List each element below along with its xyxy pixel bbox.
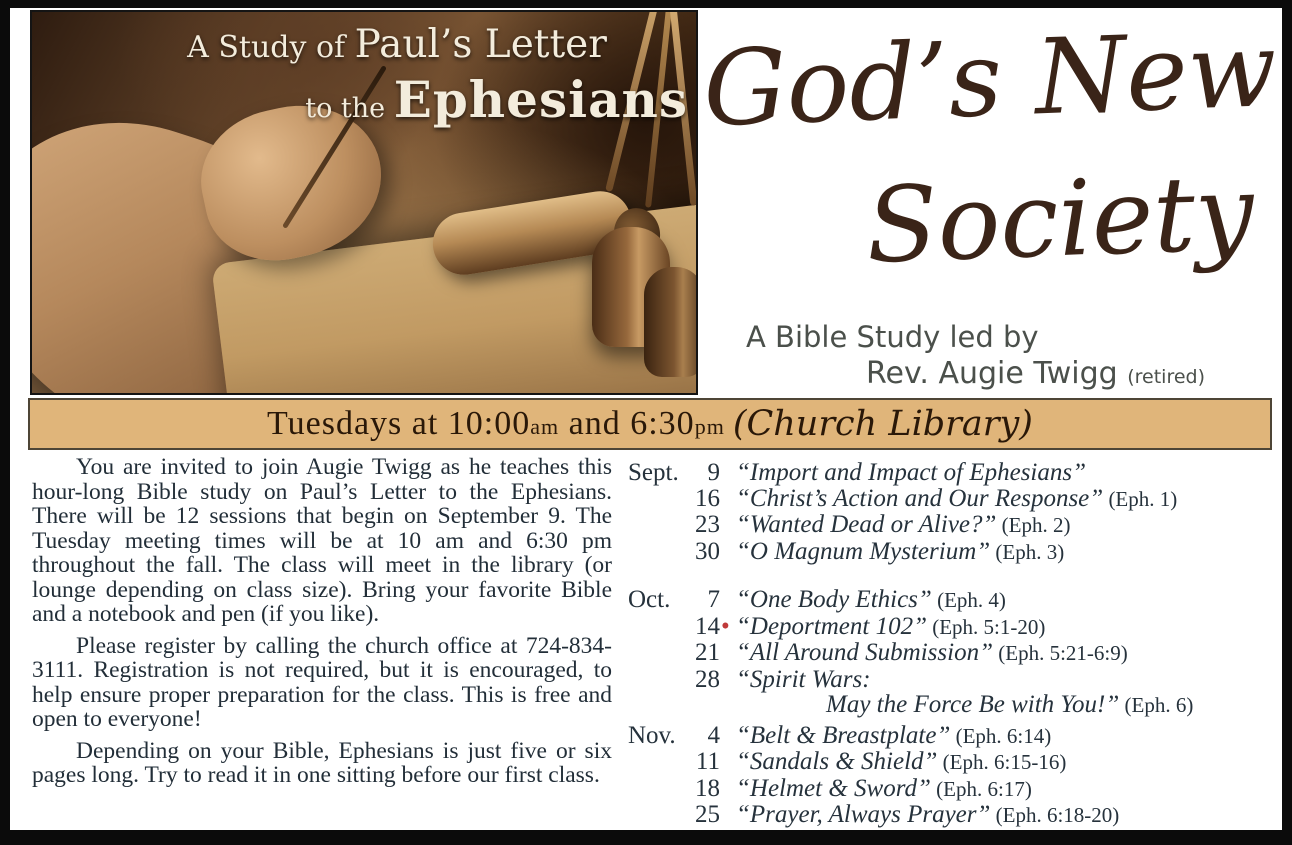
photo-ink-pot-small xyxy=(644,267,698,377)
schedule-row xyxy=(628,512,1282,539)
schedule-row xyxy=(628,614,1282,641)
scripture-reference: (Eph. 6:17) xyxy=(930,776,1032,801)
leader-retired-note: (retired) xyxy=(1127,366,1205,388)
scripture-reference: (Eph. 6:18-20) xyxy=(990,803,1120,827)
schedule-month: Nov. xyxy=(628,721,676,749)
schedule-row xyxy=(628,486,1282,513)
schedule-day: 9 xyxy=(707,459,720,486)
schedule-row xyxy=(628,460,1282,486)
scripture-reference: (Eph. 4) xyxy=(931,588,1006,612)
scripture-reference: (Eph. 6:15-16) xyxy=(937,750,1067,774)
schedule-month: Oct. xyxy=(628,586,671,613)
schedule-row xyxy=(628,539,1282,566)
banner-times: Tuesdays at 10:00am and 6:30pm xyxy=(267,405,725,442)
subtitle-led-by: A Bible Study led by xyxy=(746,320,1039,354)
session-title: “O Magnum Mysterium” (Eph. 3) xyxy=(736,537,1065,565)
schedule-day: 16 xyxy=(695,484,720,512)
schedule-group xyxy=(628,723,1282,829)
caption-to-the: to the xyxy=(305,93,394,124)
session-title: “Belt & Breastplate” (Eph. 6:14) xyxy=(736,721,1052,749)
body-paragraph: Please register by calling the church office at 724-834-3111. Registration is not required, but it is encouraged, to help ensure proper preparation for the class. This is free and open to everyone! xyxy=(32,632,612,732)
session-title: “Helmet & Sword” (Eph. 6:17) xyxy=(736,774,1032,802)
scripture-reference: (Eph. 6:14) xyxy=(950,723,1052,748)
scripture-reference: (Eph. 6) xyxy=(1119,693,1194,717)
schedule-row-continued xyxy=(628,692,1282,719)
scripture-reference: (Eph. 3) xyxy=(990,539,1065,564)
page-title-line1: God’s New xyxy=(701,8,1279,150)
schedule-group xyxy=(628,587,1282,719)
schedule-day: 7 xyxy=(707,586,720,613)
schedule-row xyxy=(628,776,1282,803)
schedule-day: 28 xyxy=(695,665,720,693)
body-paragraph: Depending on your Bible, Ephesians is just five or six pages long. Try to read it in one sitting before our first class. xyxy=(32,737,612,788)
photo-caption-line1 xyxy=(162,22,632,67)
schedule-group xyxy=(628,460,1282,565)
banner-am: am xyxy=(530,414,560,439)
schedule-month: Sept. xyxy=(628,459,679,486)
schedule-day: 4 xyxy=(707,721,720,749)
caption-ephesians: Ephesians xyxy=(393,70,688,129)
session-title: “Spirit Wars: xyxy=(736,665,871,693)
schedule-day: 21 xyxy=(695,639,720,666)
schedule-row xyxy=(628,723,1282,750)
flyer-content xyxy=(10,8,1282,830)
session-title: “Deportment 102” (Eph. 5:1-20) xyxy=(736,612,1046,640)
photo-caption-line2 xyxy=(305,70,688,129)
body-paragraph: You are invited to join Augie Twigg as he teaches this hour-long Bible study on Paul’s Letter to the Ephesians. There will be 12 sessions that begin on September 9. The Tuesday meeting times will be at 10 am and 6:30 pm throughout the fall. The class will meet in the library (or lounge depending on class size). Bring your favorite Bible and a notebook and pen (if you like). xyxy=(32,454,612,627)
session-title: “Prayer, Always Prayer” (Eph. 6:18-20) xyxy=(736,801,1120,828)
title-block xyxy=(698,8,1282,396)
scripture-reference: (Eph. 5:1-20) xyxy=(926,614,1046,639)
schedule-day: 30 xyxy=(695,537,720,565)
scripture-reference: (Eph. 1) xyxy=(1103,486,1178,511)
leader-name: Rev. Augie Twigg xyxy=(866,356,1128,391)
hero-photo xyxy=(30,10,698,395)
time-banner xyxy=(28,398,1272,450)
schedule-row xyxy=(628,587,1282,614)
schedule-day: 11 xyxy=(695,748,720,775)
subtitle-leader xyxy=(866,356,1205,391)
body-text-column xyxy=(32,455,612,795)
schedule-row xyxy=(628,749,1282,776)
schedule-day: 25 xyxy=(695,801,720,828)
session-title: “Sandals & Shield” (Eph. 6:15-16) xyxy=(736,748,1067,775)
scripture-reference: (Eph. 5:21-6:9) xyxy=(993,641,1128,665)
schedule-row xyxy=(628,640,1282,667)
caption-study-of: A Study of xyxy=(187,30,355,65)
page-title-line2: Society xyxy=(864,151,1256,287)
session-title: “Import and Impact of Ephesians” xyxy=(736,459,1086,486)
schedule-row xyxy=(628,667,1282,693)
banner-location: (Church Library) xyxy=(732,404,1033,444)
red-dot-marker: • xyxy=(721,612,730,640)
session-title-continued: May the Force Be with You!” (Eph. 6) xyxy=(826,691,1194,718)
schedule xyxy=(628,460,1282,829)
schedule-row xyxy=(628,802,1282,829)
session-title: “All Around Submission” (Eph. 5:21-6:9) xyxy=(736,639,1128,666)
caption-pauls-letter: Paul’s Letter xyxy=(354,22,607,67)
schedule-day: 18 xyxy=(695,774,720,802)
schedule-day: 14 • xyxy=(695,612,730,640)
scripture-reference: (Eph. 2) xyxy=(996,513,1071,537)
schedule-day: 23 xyxy=(695,511,720,538)
session-title: “Christ’s Action and Our Response” (Eph. 1) xyxy=(736,484,1178,512)
session-title: “One Body Ethics” (Eph. 4) xyxy=(736,586,1006,613)
banner-pm: pm xyxy=(694,414,725,439)
session-title: “Wanted Dead or Alive?” (Eph. 2) xyxy=(736,511,1071,538)
